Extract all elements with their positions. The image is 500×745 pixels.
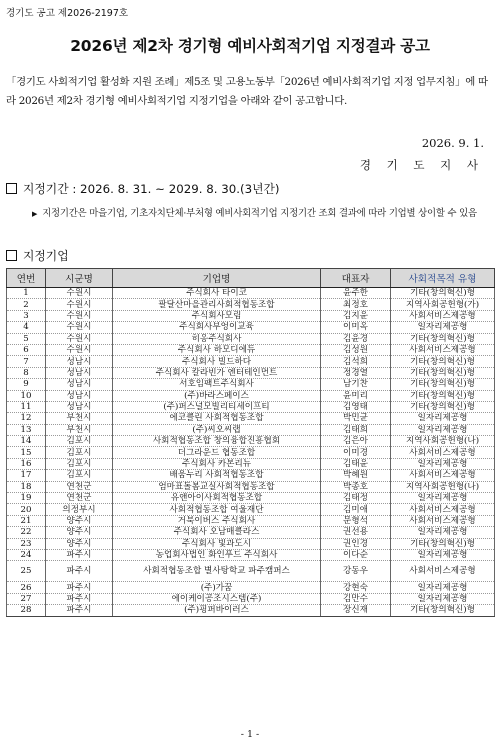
table-row (7, 447, 495, 458)
cell-representative: 권인경 (321, 538, 391, 549)
cell-city: 수원시 (46, 288, 113, 299)
cell-no: 10 (7, 390, 46, 401)
table-row (7, 458, 495, 469)
cell-company: (주)핑퍼바이러스 (113, 605, 321, 616)
cell-type: 사회서비스제공형 (391, 344, 495, 355)
cell-company: 사회적협동조합 여울재단 (113, 504, 321, 515)
page-number: - 1 - (240, 729, 260, 740)
table-row (7, 413, 495, 424)
cell-type: 일자리제공형 (391, 527, 495, 538)
cell-no: 26 (7, 582, 46, 593)
cell-company: (주)가꿈 (113, 582, 321, 593)
cell-no: 28 (7, 605, 46, 616)
cell-type: 지역사회공헌형(가) (391, 299, 495, 310)
table-row (7, 549, 495, 560)
table-row (7, 593, 495, 604)
cell-company: 주식회사 빌드하다 (113, 356, 321, 367)
cell-city: 파주시 (46, 561, 113, 582)
header-no: 연번 (7, 269, 46, 288)
triangle-bullet-icon: ▶ (32, 210, 38, 218)
cell-company: 에코클린 사회적협동조합 (113, 413, 321, 424)
cell-no: 19 (7, 493, 46, 504)
cell-no: 16 (7, 458, 46, 469)
table-row (7, 424, 495, 435)
cell-type: 사회서비스제공형 (391, 470, 495, 481)
cell-city: 수원시 (46, 299, 113, 310)
cell-representative: 권선용 (321, 527, 391, 538)
cell-representative: 김태윤 (321, 458, 391, 469)
cell-city: 파주시 (46, 549, 113, 560)
checkbox-square-icon (6, 183, 17, 194)
cell-city: 성남시 (46, 379, 113, 390)
cell-representative: 문형석 (321, 515, 391, 526)
cell-company: 더그라운드 협동조합 (113, 447, 321, 458)
cell-type: 일자리제공형 (391, 593, 495, 604)
header-city: 시군명 (46, 269, 113, 288)
cell-representative: 윤주한 (321, 288, 391, 299)
cell-company: 주식회사모림 (113, 310, 321, 321)
cell-representative: 강동우 (321, 561, 391, 582)
issuing-agency: 경 기 도 지 사 (359, 158, 484, 172)
cell-no: 21 (7, 515, 46, 526)
cell-city: 김포시 (46, 458, 113, 469)
cell-company: 주식회사 빛과도시 (113, 538, 321, 549)
cell-representative: 김미애 (321, 504, 391, 515)
checkbox-square-icon (6, 250, 17, 261)
cell-company: 사회적협동조합 별사탕학교 파주캠퍼스 (113, 561, 321, 582)
period-note-text: 지정기간은 마을기업, 기초자치단체·부처형 예비사회적기업 지정기간 조회 결과에 따라 기업별 상이할 수 있음 (42, 208, 477, 219)
table-row (7, 561, 495, 582)
cell-company: 거북이버스 주식회사 (113, 515, 321, 526)
cell-no: 18 (7, 481, 46, 492)
cell-company: 배움누리 사회적협동조합 (113, 470, 321, 481)
cell-company: 에이케이공조시스템(주) (113, 593, 321, 604)
cell-city: 파주시 (46, 605, 113, 616)
cell-type: 사회서비스제공형 (391, 447, 495, 458)
table-row (7, 605, 495, 616)
cell-representative: 김태정 (321, 493, 391, 504)
cell-no: 3 (7, 310, 46, 321)
cell-city: 부천시 (46, 413, 113, 424)
cell-no: 8 (7, 367, 46, 378)
cell-company: 히옹주식회사 (113, 333, 321, 344)
cell-no: 14 (7, 436, 46, 447)
cell-type: 사회서비스제공형 (391, 504, 495, 515)
table-row (7, 436, 495, 447)
cell-city: 연천군 (46, 493, 113, 504)
cell-city: 파주시 (46, 593, 113, 604)
cell-type: 사회서비스제공형 (391, 310, 495, 321)
section-list-heading (6, 247, 69, 264)
table-row (7, 322, 495, 333)
section-period-title: 지정기간 : 2026. 8. 31. ~ 2029. 8. 30.(3년간) (23, 182, 280, 196)
cell-representative: 이미옥 (321, 322, 391, 333)
cell-city: 수원시 (46, 344, 113, 355)
cell-representative: 김은아 (321, 436, 391, 447)
cell-company: 주식회사 칼라빈가 엔터테인먼트 (113, 367, 321, 378)
cell-type: 일자리제공형 (391, 549, 495, 560)
notice-date: 2026. 9. 1. (421, 136, 484, 150)
notice-number: 경기도 공고 제2026-2197호 (6, 8, 129, 19)
cell-city: 김포시 (46, 447, 113, 458)
table-row (7, 527, 495, 538)
cell-city: 의정부시 (46, 504, 113, 515)
table-row (7, 344, 495, 355)
cell-no: 2 (7, 299, 46, 310)
table-row (7, 379, 495, 390)
table-row (7, 401, 495, 412)
cell-no: 23 (7, 538, 46, 549)
cell-company: (주)바라스페이스 (113, 390, 321, 401)
cell-no: 4 (7, 322, 46, 333)
cell-representative: 김지윤 (321, 310, 391, 321)
table-row (7, 288, 495, 299)
cell-no: 7 (7, 356, 46, 367)
intro-paragraph: 「경기도 사회적기업 활성화 지원 조례」제5조 및 고용노동부「2026년 예비사회적기업 지정 업무지침」에 따라 2026년 제2차 경기형 예비사회적기업 지정기업을 아래와 같이 공고합니다. (6, 76, 488, 107)
cell-no: 13 (7, 424, 46, 435)
cell-type: 일자리제공형 (391, 458, 495, 469)
cell-company: 주식회사 오남매클라스 (113, 527, 321, 538)
cell-city: 연천군 (46, 481, 113, 492)
table-row (7, 333, 495, 344)
cell-representative: 박민균 (321, 413, 391, 424)
cell-company: 농업회사법인 화인푸드 주식회사 (113, 549, 321, 560)
cell-type: 지역사회공헌형(나) (391, 436, 495, 447)
table-row (7, 356, 495, 367)
cell-type: 지역사회공헌형(나) (391, 481, 495, 492)
cell-representative: 박종호 (321, 481, 391, 492)
table-row (7, 310, 495, 321)
table-row (7, 504, 495, 515)
cell-city: 성남시 (46, 356, 113, 367)
header-company: 기업명 (113, 269, 321, 288)
cell-representative: 장신재 (321, 605, 391, 616)
cell-representative: 김윤경 (321, 333, 391, 344)
table-row (7, 299, 495, 310)
cell-representative: 김영태 (321, 401, 391, 412)
cell-company: 팔달산마을관리사회적협동조합 (113, 299, 321, 310)
cell-type: 일자리제공형 (391, 322, 495, 333)
cell-company: (주)씨오씨랩 (113, 424, 321, 435)
table-row (7, 481, 495, 492)
table-row (7, 582, 495, 593)
cell-representative: 김태희 (321, 424, 391, 435)
cell-company: 주식회사 하모디에듀 (113, 344, 321, 355)
cell-representative: 김성원 (321, 344, 391, 355)
table-row (7, 390, 495, 401)
cell-type: 기타(창의혁신)형 (391, 333, 495, 344)
cell-city: 수원시 (46, 310, 113, 321)
table-body (7, 288, 495, 617)
cell-type: 기타(창의혁신)형 (391, 605, 495, 616)
cell-type: 일자리제공형 (391, 424, 495, 435)
cell-city: 수원시 (46, 333, 113, 344)
cell-company: 유앤아이사회적협동조합 (113, 493, 321, 504)
cell-type: 기타(창의혁신)형 (391, 538, 495, 549)
page-title: 2026년 제2차 경기형 예비사회적기업 지정결과 공고 (70, 37, 430, 55)
table-row (7, 493, 495, 504)
table-row (7, 538, 495, 549)
cell-city: 수원시 (46, 322, 113, 333)
cell-representative: 정경열 (321, 367, 391, 378)
cell-no: 12 (7, 413, 46, 424)
cell-representative: 남기찬 (321, 379, 391, 390)
cell-city: 파주시 (46, 582, 113, 593)
cell-representative: 최정호 (321, 299, 391, 310)
section-period-heading (6, 180, 280, 197)
cell-company: 사회적협동조합 창의융합진흥협회 (113, 436, 321, 447)
cell-no: 22 (7, 527, 46, 538)
cell-type: 사회서비스제공형 (391, 561, 495, 582)
table-header-row (7, 269, 495, 288)
cell-type: 기타(창의혁신)형 (391, 390, 495, 401)
cell-representative: 이미경 (321, 447, 391, 458)
cell-no: 6 (7, 344, 46, 355)
cell-no: 15 (7, 447, 46, 458)
table-row (7, 470, 495, 481)
cell-city: 김포시 (46, 436, 113, 447)
cell-representative: 윤미리 (321, 390, 391, 401)
cell-type: 기타(창의혁신)형 (391, 288, 495, 299)
cell-city: 성남시 (46, 367, 113, 378)
cell-city: 양주시 (46, 527, 113, 538)
table-row (7, 367, 495, 378)
header-representative: 대표자 (321, 269, 391, 288)
cell-representative: 이다순 (321, 549, 391, 560)
cell-city: 김포시 (46, 470, 113, 481)
cell-no: 17 (7, 470, 46, 481)
cell-representative: 김만수 (321, 593, 391, 604)
cell-type: 기타(창의혁신)형 (391, 379, 495, 390)
cell-no: 27 (7, 593, 46, 604)
cell-type: 일자리제공형 (391, 582, 495, 593)
cell-type: 일자리제공형 (391, 493, 495, 504)
cell-type: 사회서비스제공형 (391, 515, 495, 526)
cell-no: 20 (7, 504, 46, 515)
cell-no: 1 (7, 288, 46, 299)
table-row (7, 515, 495, 526)
cell-company: 서호임팩트주식회사 (113, 379, 321, 390)
cell-company: 엄마표돌봄교실사회적협동조합 (113, 481, 321, 492)
cell-type: 기타(창의혁신)형 (391, 367, 495, 378)
cell-company: (주)퍼스널모빌리티세이프티 (113, 401, 321, 412)
cell-type: 기타(창의혁신)형 (391, 401, 495, 412)
cell-city: 양주시 (46, 538, 113, 549)
cell-city: 성남시 (46, 390, 113, 401)
cell-no: 11 (7, 401, 46, 412)
header-social-purpose-type: 사회적목적 유형 (391, 269, 495, 288)
cell-type: 기타(창의혁신)형 (391, 356, 495, 367)
cell-representative: 김석희 (321, 356, 391, 367)
cell-no: 25 (7, 561, 46, 582)
section-list-title: 지정기업 (23, 249, 69, 263)
cell-company: 주식회사 카본리뉴 (113, 458, 321, 469)
cell-no: 9 (7, 379, 46, 390)
cell-no: 5 (7, 333, 46, 344)
designated-companies-table (6, 268, 495, 617)
cell-city: 부천시 (46, 424, 113, 435)
cell-type: 일자리제공형 (391, 413, 495, 424)
cell-city: 성남시 (46, 401, 113, 412)
period-note (32, 206, 490, 223)
cell-company: 주식회사 타이코 (113, 288, 321, 299)
cell-city: 양주시 (46, 515, 113, 526)
cell-representative: 강현숙 (321, 582, 391, 593)
cell-company: 주식회사부엉이교육 (113, 322, 321, 333)
cell-no: 24 (7, 549, 46, 560)
cell-representative: 박혜원 (321, 470, 391, 481)
